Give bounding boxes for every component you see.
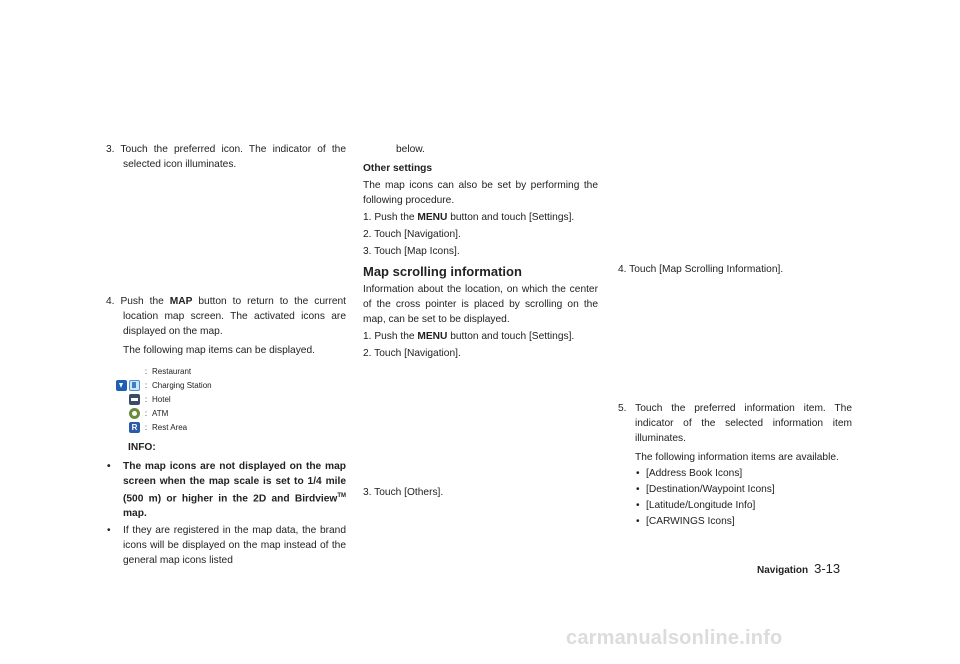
other-step-3: 3. Touch [Map Icons]. (363, 246, 460, 257)
other-step-1: 1. Push the MENU button and touch [Settings]. (363, 212, 575, 223)
rest-area-icon: R (129, 422, 140, 433)
info-bullet-1: • The map icons are not displayed on the map screen when the map scale is set to 1/4 mile (500 m) or higher in the 2D and Birdview™ map. (106, 459, 346, 521)
watermark: carmanualsonline.info (566, 627, 783, 649)
step-4-follow: The following map items can be displayed. (123, 345, 315, 356)
info-item-4: • [CARWINGS Icons] (618, 514, 852, 529)
below-text: below. (396, 144, 425, 155)
hotel-icon (129, 394, 140, 405)
scroll-step-5: 5. Touch the preferred information item. The indicator of the selected information item illuminates. (618, 403, 852, 444)
scroll-step-2: 2. Touch [Navigation]. (363, 348, 461, 359)
available-items-text: The following information items are available. (635, 452, 839, 463)
legend-restaurant: : Restaurant (144, 366, 192, 376)
map-items-legend (106, 364, 346, 434)
map-scrolling-heading: Map scrolling information (363, 264, 522, 279)
column-3 (618, 262, 852, 529)
info-item-2: • [Destination/Waypoint Icons] (618, 482, 852, 497)
map-scrolling-para: Information about the location, on which the center of the cross pointer is placed by scrolling on the map, can be set to be displayed. (363, 284, 598, 325)
other-settings-text: The map icons can also be set by performing the following procedure. (363, 180, 598, 206)
charging-station-icon (129, 380, 140, 391)
page-footer (757, 561, 840, 576)
atm-icon (129, 408, 140, 419)
step-4: 4. Push the MAP button to return to the current location map screen. The activated icons are displayed on the map. (106, 296, 347, 337)
other-settings-title: Other settings (363, 163, 433, 174)
page-number: 3-13 (814, 561, 841, 576)
legend-charging-station: : Charging Station (106, 378, 346, 392)
scroll-step-4: 4. Touch [Map Scrolling Information]. (618, 264, 784, 275)
download-icon (116, 380, 127, 391)
scroll-step-1: 1. Push the MENU button and touch [Settings]. (363, 331, 575, 342)
info-title: INFO: (128, 442, 156, 453)
legend-hotel: : Hotel (106, 392, 346, 406)
step-3: 3. Touch the preferred icon. The indicator of the selected icon illuminates. (106, 144, 346, 170)
column-1 (106, 142, 346, 568)
info-item-3: • [Latitude/Longitude Info] (618, 498, 852, 513)
legend-atm: : ATM (106, 406, 346, 420)
legend-rest-area: R : Rest Area (106, 420, 346, 434)
other-step-2: 2. Touch [Navigation]. (363, 229, 461, 240)
scroll-step-3: 3. Touch [Others]. (363, 487, 444, 498)
column-2 (363, 142, 598, 500)
footer-section: Navigation (757, 565, 809, 576)
info-bullet-2: • If they are registered in the map data, the brand icons will be displayed on the map instead of the general map icons listed (106, 523, 346, 568)
info-item-1: • [Address Book Icons] (618, 466, 852, 481)
